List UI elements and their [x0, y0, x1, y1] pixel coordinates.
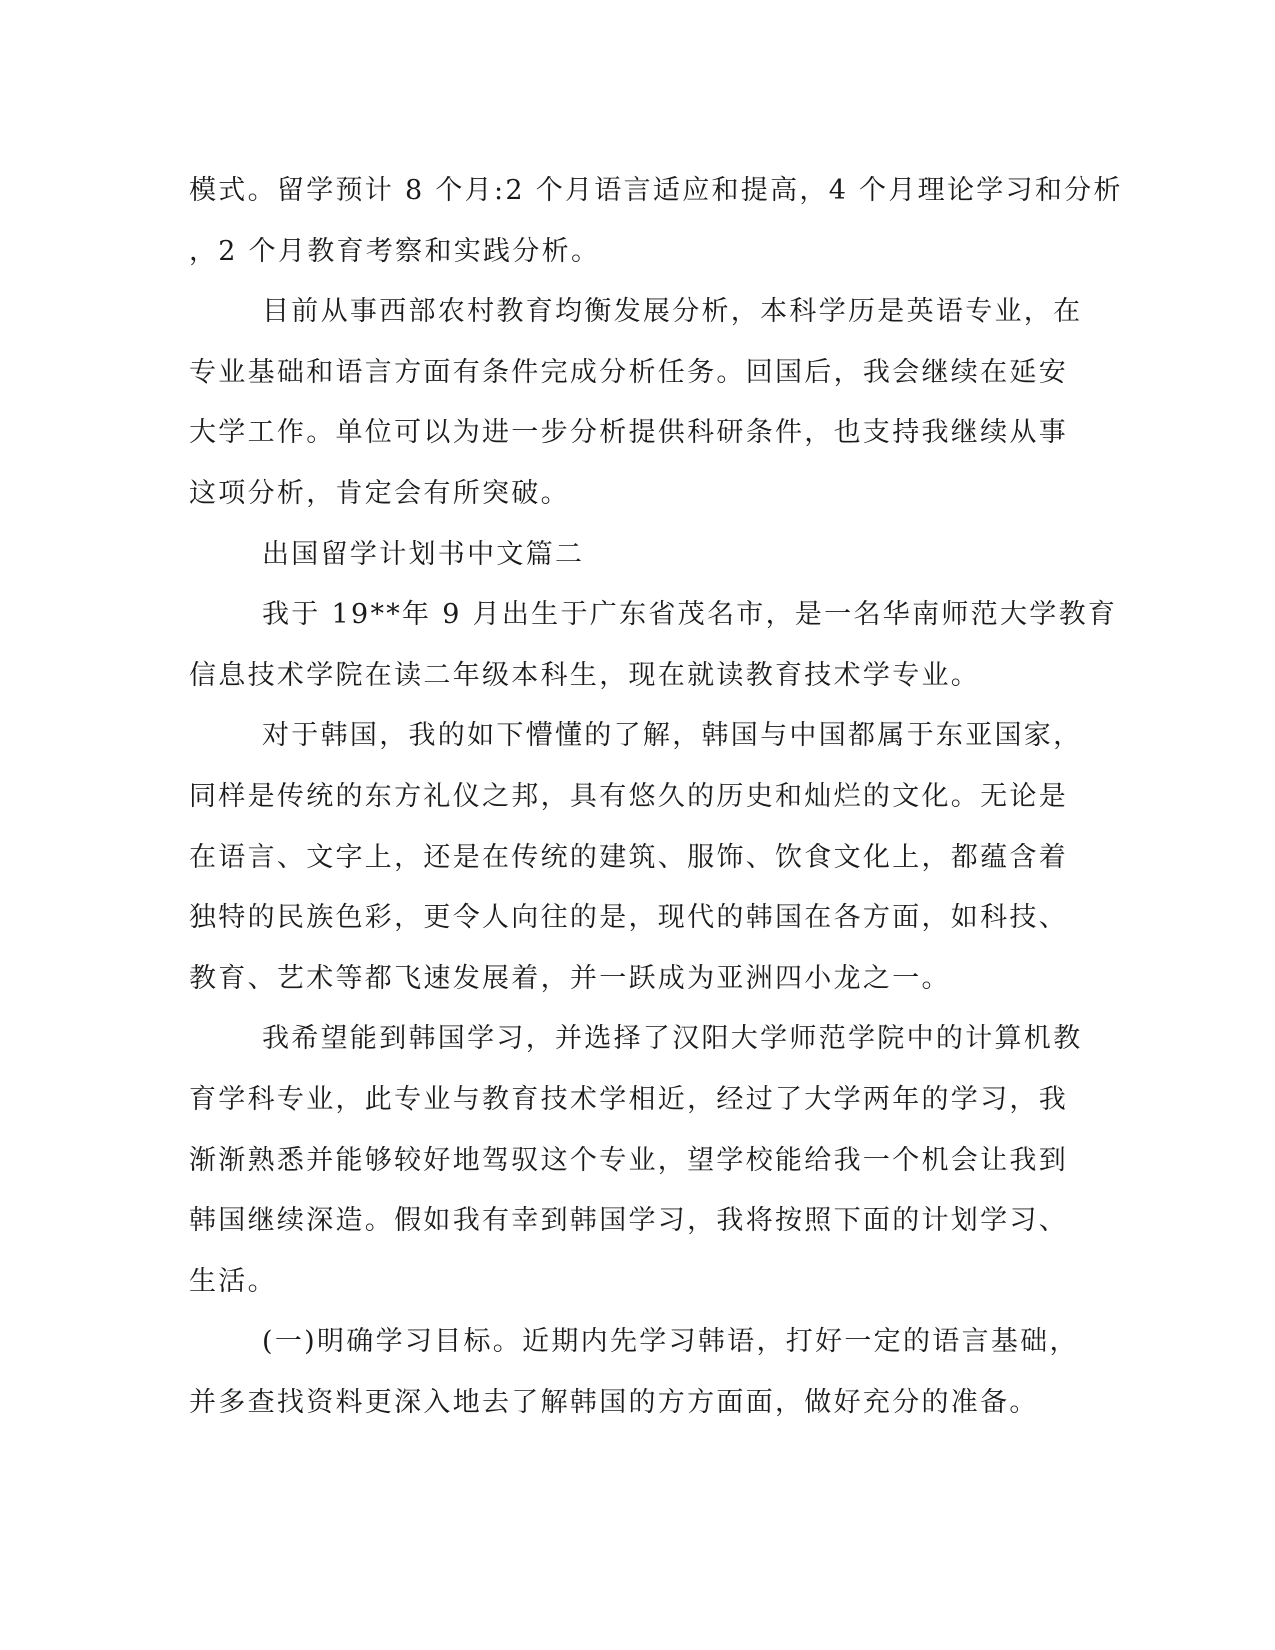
- text-line: 并多查找资料更深入地去了解韩国的方方面面，做好充分的准备。: [189, 1386, 1039, 1418]
- text-line: 独特的民族色彩，更令人向往的是，现代的韩国在各方面，如科技、: [189, 902, 1068, 934]
- text-line: 专业基础和语言方面有条件完成分析任务。回国后，我会继续在延安: [189, 356, 1068, 388]
- text-line: 大学工作。单位可以为进一步分析提供科研条件，也支持我继续从事: [189, 417, 1068, 449]
- text-line: 渐渐熟悉并能够较好地驾驭这个专业，望学校能给我一个机会让我到: [189, 1144, 1068, 1176]
- text-line: 这项分析，肯定会有所突破。: [189, 477, 570, 509]
- text-line: ，2 个月教育考察和实践分析。: [189, 235, 601, 267]
- paragraph-first-line: (一)明确学习目标。近期内先学习韩语，打好一定的语言基础，: [262, 1326, 1079, 1358]
- text-line: 信息技术学院在读二年级本科生，现在就读教育技术学专业。: [189, 659, 981, 691]
- paragraph-first-line: 我希望能到韩国学习，并选择了汉阳大学师范学院中的计算机教: [262, 1023, 1083, 1055]
- body-text: [189, 161, 1123, 1433]
- paragraph-first-line: 对于韩国，我的如下懵懂的了解，韩国与中国都属于东亚国家，: [262, 720, 1083, 752]
- text-line: 在语言、文字上，还是在传统的建筑、服饰、饮食文化上，都蕴含着: [189, 841, 1068, 873]
- section-heading: 出国留学计划书中文篇二: [262, 538, 585, 570]
- text-line: 教育、艺术等都飞速发展着，并一跃成为亚洲四小龙之一。: [189, 962, 951, 994]
- paragraph-first-line: 我于 19**年 9 月出生于广东省茂名市，是一名华南师范大学教育: [262, 599, 1118, 631]
- text-line: 育学科专业，此专业与教育技术学相近，经过了大学两年的学习，我: [189, 1083, 1068, 1115]
- text-line: 同样是传统的东方礼仪之邦，具有悠久的历史和灿烂的文化。无论是: [189, 780, 1068, 812]
- text-line: 模式。留学预计 8 个月:2 个月语言适应和提高，4 个月理论学习和分析: [189, 175, 1123, 206]
- paragraph-first-line: 目前从事西部农村教育均衡发展分析，本科学历是英语专业，在: [262, 296, 1083, 328]
- text-line: 生活。: [189, 1265, 277, 1297]
- text-line: 韩国继续深造。假如我有幸到韩国学习，我将按照下面的计划学习、: [189, 1205, 1068, 1237]
